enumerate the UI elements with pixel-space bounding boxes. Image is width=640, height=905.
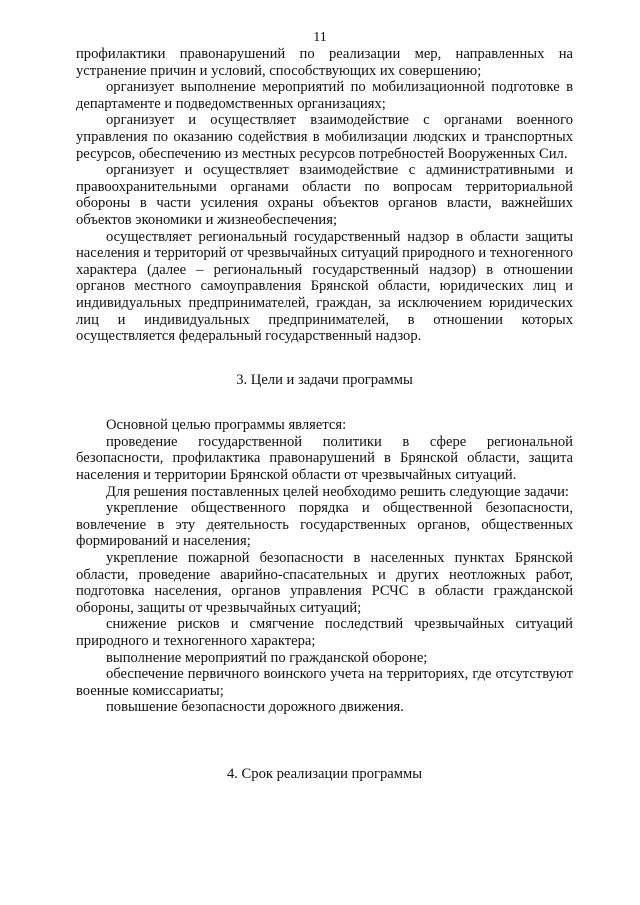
paragraph-task-fire-safety: укрепление пожарной безопасности в населенных пунктах Брянской области, проведение аварийно-спасательных и других неотложных работ, подготовка населения, органов управления РСЧС в области гражданской обороны, защиты от чрезвычайных ситуаций; (76, 550, 573, 616)
section-4-title: 4. Срок реализации программы (226, 765, 423, 782)
document-body (76, 46, 573, 783)
paragraph-main-goal-intro: Основной целью программы является: (106, 417, 347, 434)
paragraph-prevention-continued: профилактики правонарушений по реализации мер, направленных на устранение причин и условий, способствующих их совершению; (76, 46, 573, 79)
paragraph-mobilization-preparation: организует выполнение мероприятий по мобилизационной подготовке в департаменте и подведомственных организациях; (76, 79, 573, 112)
paragraph-task-public-order: укрепление общественного порядка и общественной безопасности, вовлечение в эту деятельность государственных органов, общественных формирований и населения; (76, 500, 573, 550)
paragraph-task-civil-defense: выполнение мероприятий по гражданской обороне; (106, 649, 428, 666)
paragraph-task-military-registration: обеспечение первичного воинского учета на территориях, где отсутствуют военные комиссариаты; (76, 666, 573, 699)
paragraph-regional-supervision: осуществляет региональный государственный надзор в области защиты населения и территорий от чрезвычайных ситуаций природного и техногенного характера (далее – региональный государственный надзор) в отношении органов местного самоуправления Брянской области, юридических лиц и индивидуальных предпринимателей, граждан, за исключением юридических лиц и индивидуальных предпринимателей, в отношении которых осуществляется федеральный государственный надзор. (76, 228, 573, 345)
paragraph-tasks-intro: Для решения поставленных целей необходимо решить следующие задачи: (106, 483, 569, 500)
page-number: 11 (313, 30, 327, 45)
section-3-title: 3. Цели и задачи программы (236, 371, 413, 388)
paragraph-military-cooperation: организует и осуществляет взаимодействие с органами военного управления по оказанию содействия в мобилизации людских и транспортных ресурсов, обеспечению из местных ресурсов потребностей Вооруженных Сил. (76, 112, 573, 162)
paragraph-task-road-safety: повышение безопасности дорожного движения. (106, 699, 404, 716)
paragraph-territorial-defense: организует и осуществляет взаимодействие с административными и правоохранительными органами области по вопросам территориальной обороны в части усиления охраны объектов органов власти, важнейших объектов экономики и жизнеобеспечения; (76, 162, 573, 228)
paragraph-main-goal: проведение государственной политики в сфере региональной безопасности, профилактика правонарушений в Брянской области, защита населения и территории Брянской области от чрезвычайных ситуаций. (76, 433, 573, 484)
paragraph-task-emergency-risks: снижение рисков и смягчение последствий чрезвычайных ситуаций природного и техногенного характера; (76, 616, 573, 649)
